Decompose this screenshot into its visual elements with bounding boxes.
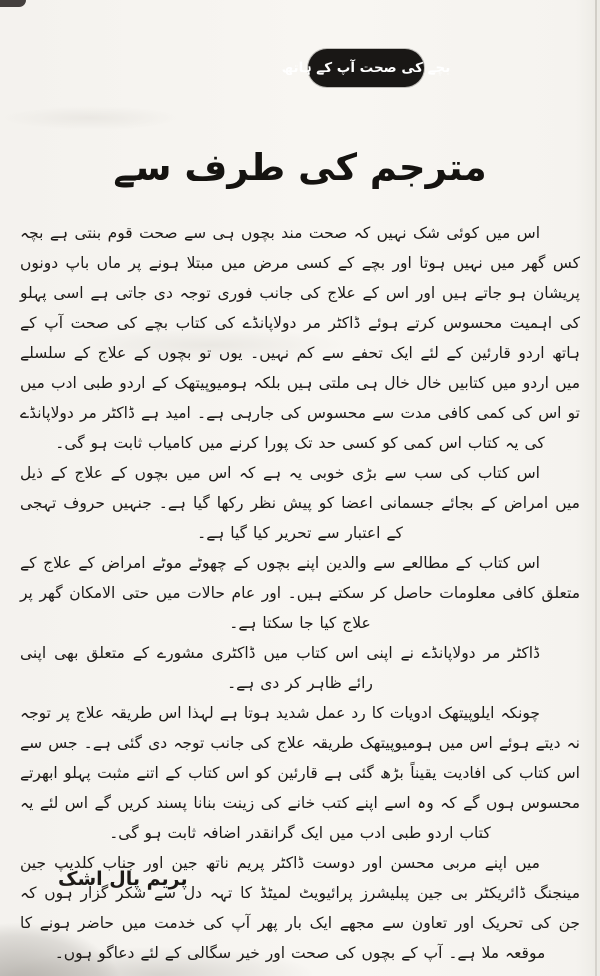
body-paragraph: ڈاکٹر مر دولاپانڈے نے اپنی اس کتاب میں ڈاکٹری مشورے کے متعلق بھی اپنی رائے ظاہر کر دی ہے۔ — [20, 644, 540, 692]
translator-signature: پریم پال اشک — [58, 868, 188, 890]
body-paragraph: اس کتاب کی سب سے بڑی خوبی یہ ہے کہ اس میں بچوں کے علاج کے ذیل میں امراض کے بجائے جسمانی اعضا کو پیش نظر رکھا گیا ہے۔ جنہیں حروف تہجی کے اعتبار سے تحریر کیا گیا ہے۔ — [20, 464, 580, 542]
body-paragraph: اس میں کوئی شک نہیں کہ صحت مند بچوں ہی سے صحت قوم بنتی ہے بچہ کس گھر میں نہیں ہوتا اور بچے کے کسی مرض میں مبتلا ہونے پر ماں باپ دونوں پریشان ہو جاتے ہیں اور اس کے علاج کی جانب فوری توجہ دی جاتی ہے اسی پہلو کی اہمیت محسوس کرتے ہوئے ڈاکٹر مر دولاپانڈے کی کتاب بچے کی صحت آپ کے ہاتھ اردو قارئین کے لئے ایک تحفے سے کم نہیں۔ یوں تو بچوں کے علاج کے سلسلے میں اردو میں کتابیں خال خال ہی ملتی ہیں بلکہ ہومیوپیتھک کے اردو طبی ادب میں تو اس کی کمی کافی مدت سے محسوس کی جارہی ہے۔ امید ہے ڈاکٹر مر دولاپانڈے کی یہ کتاب اس کمی کو کسی حد تک پورا کرنے میں کامیاب ثابت ہو گی۔ — [20, 224, 580, 452]
header-badge — [281, 49, 451, 87]
scan-corner-artifact — [0, 0, 26, 7]
body-text — [20, 218, 580, 968]
header-badge-label: بچے کی صحت آپ کے ہاتھ — [281, 60, 451, 76]
body-paragraph: میں اپنے مربی محسن اور دوست ڈاکٹر پریم ناتھ جین اور جناب کلدیپ جین مینجنگ ڈائریکٹر بی جین پبلیشرز پرائیویٹ لمیٹڈ کا تہہ دل سے شکر گزار ہوں کہ جن کی تحریک اور تعاون سے مجھے ایک بار پھر آپ کی خدمت میں حاضر ہونے کا موقعہ ملا ہے۔ آپ کے بچوں کی صحت اور خیر سگالی کے لئے دعاگو ہوں۔ — [20, 854, 580, 962]
body-paragraph: چونکہ ایلوپیتھک ادویات کا رد عمل شدید ہوتا ہے لہذا اس طریقہ علاج پر توجہ نہ دیتے ہوئے اس میں ہومیوپیتھک طریقہ علاج کی جانب توجہ دی گئی ہے۔ جس سے اس کتاب کی افادیت یقیناً بڑھ گئی ہے قارئین کو اس کتاب کے اتنے مثبت پہلو ابھرتے محسوس ہوں گے کہ وہ اسے اپنے کتب خانے کی زینت بنانا پسند کریں گے اس لئے یہ کتاب اردو طبی ادب میں ایک گرانقدر اضافہ ثابت ہو گی۔ — [20, 704, 580, 842]
body-paragraph: اس کتاب کے مطالعے سے والدین اپنے بچوں کے چھوٹے موٹے امراض کے علاج کے متعلق کافی معلومات حاصل کر سکتے ہیں۔ اور عام حالات میں حتی الامکان گھر پر علاج کیا جا سکتا ہے۔ — [20, 554, 580, 632]
page-title: مترجم کی طرف سے — [113, 146, 487, 189]
